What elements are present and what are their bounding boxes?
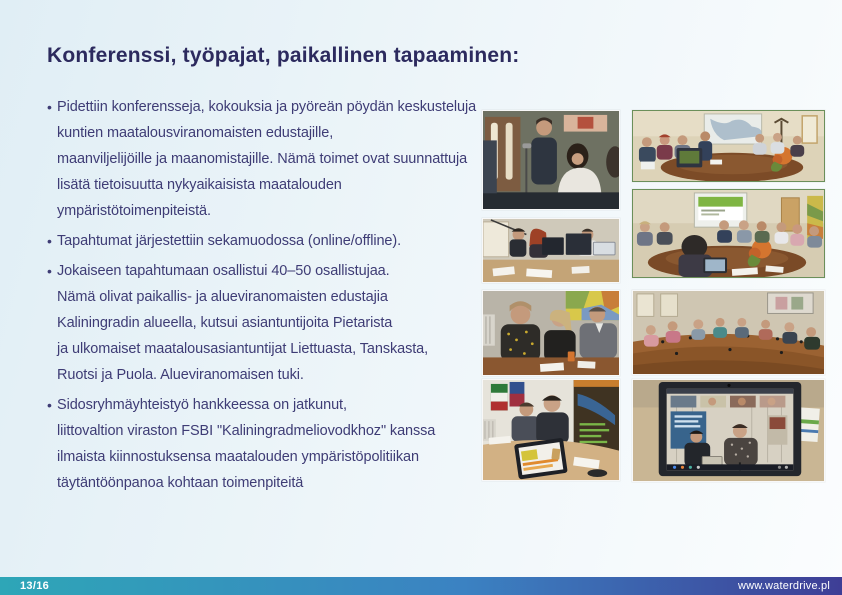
bullet-line: Pidettiin konferensseja, kokouksia ja pyöreän pöydän keskusteluja [57,99,477,115]
page-indicator: 13/16 [20,580,50,592]
photo-1-graphic [483,111,619,209]
bullet-item [47,94,477,224]
bullet-line: liittovaltion viraston FSBI "Kaliningradmeliovodkhoz" kanssa [57,423,436,439]
bullet-line: ympäristötoimenpiteistä. [57,203,211,219]
bullet-icon: • [47,99,52,115]
bullet-list [47,94,477,500]
photo-conference-speakers [482,110,620,210]
photo-flags-banner-laptop [482,379,620,481]
photo-4-graphic [633,190,824,277]
bullet-icon: • [47,233,52,249]
photo-8-graphic [633,380,824,481]
photo-5-graphic [483,291,619,375]
bullet-icon: • [47,397,52,413]
photo-three-participants [482,290,620,376]
photo-3-graphic [483,219,619,282]
bullet-line: Jokaiseen tapahtumaan osallistui 40–50 osallistujaa. [57,263,390,279]
photo-2-graphic [633,111,824,181]
website-link[interactable]: www.waterdrive.pl [737,580,830,592]
bullet-icon: • [47,263,52,279]
photo-online-meeting-laptop [632,379,825,482]
bullet-item [47,392,477,496]
bullet-line: kuntien maatalousviranomaisten edustajille, [57,125,334,141]
photo-desks-monitors [482,218,620,283]
photo-7-graphic [483,380,619,480]
page-title: Konferenssi, työpajat, paikallinen tapaaminen: [47,44,520,67]
photo-6-graphic [633,291,824,374]
bullet-line: Kaliningradin alueella, kutsui asiantuntijoita Pietarista [57,315,393,331]
bullet-item [47,258,477,388]
photo-roundtable-map [632,110,825,182]
bullet-line: lisätä tietoisuutta nykyaikaisista maatalouden [57,177,342,193]
bullet-item [47,228,477,254]
bullet-line: täytäntöönpanoa kohtaan toimenpiteitä [57,475,304,491]
bullet-line: Ruotsi ja Puola. Alueviranomaisen tuki. [57,367,304,383]
bullet-line: ja ulkomaiset maatalousasiantuntijat Liettuasta, Tanskasta, [57,341,429,357]
photo-conference-hall [632,290,825,375]
footer-bar [0,577,842,595]
bullet-line: maanviljelijöille ja maanomistajille. Nämä toimet ovat suunnattuja [57,151,468,167]
bullet-line: Sidosryhmäyhteistyö hankkeessa on jatkunut, [57,397,347,413]
bullet-line: Tapahtumat järjestettiin sekamuodossa (online/offline). [57,233,402,249]
photo-roundtable-green-slide [632,189,825,278]
bullet-line: ilmaista kiinnostuksensa maatalouden ympäristöpolitiikan [57,449,419,465]
bullet-line: Nämä olivat paikallis- ja alueviranomaisten edustajia [57,289,388,305]
